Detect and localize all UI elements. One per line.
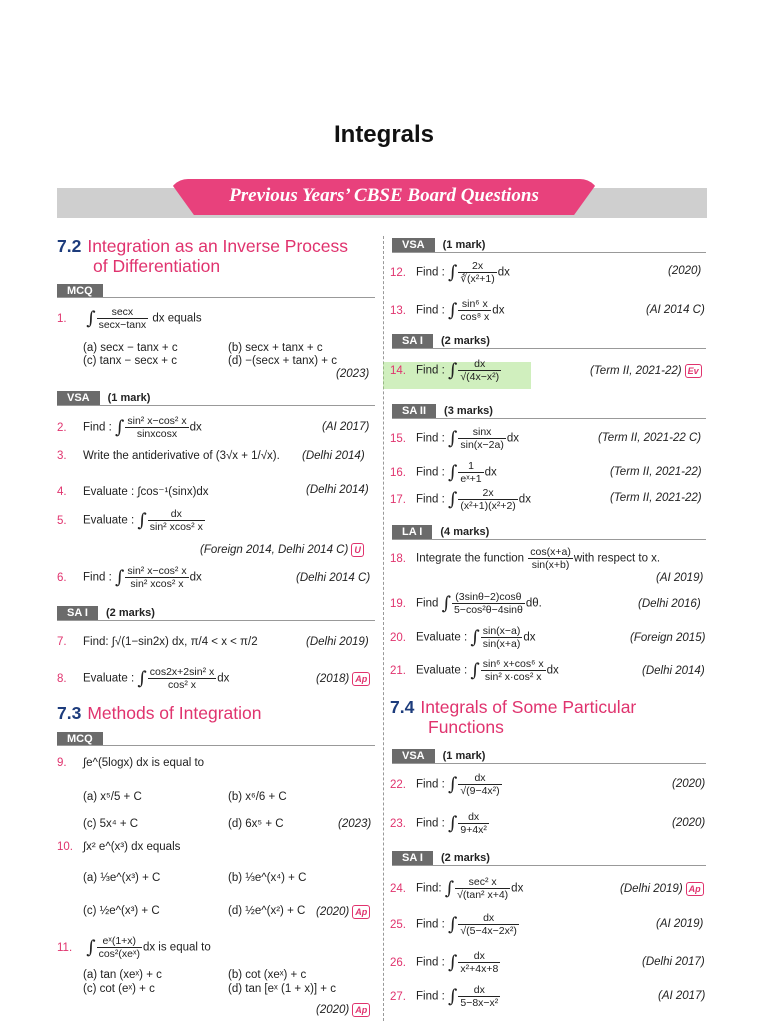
la1-label: LA I (4 marks) bbox=[392, 525, 489, 539]
banner-title: Previous Years’ CBSE Board Questions bbox=[229, 185, 539, 206]
q18-source: (AI 2019) bbox=[656, 572, 704, 584]
question-15: 15. Find : ∫ $\frac{\sin x}{\sin(x-2a)}$ dx bbox=[390, 426, 519, 451]
q8-source: (2018) Ap bbox=[316, 672, 370, 686]
question-23: 23. Find : ∫ $\frac{dx}{\text{9+4x²}}$ bbox=[390, 811, 487, 836]
q5-source: (Foreign 2014, Delhi 2014 C) U bbox=[200, 543, 364, 557]
q11-source: (2020) Ap bbox=[316, 1003, 370, 1017]
question-22: 22. Find : ∫ $\frac{dx}{\text{√(9−4x²)}}$ bbox=[390, 772, 500, 797]
q24-source: (Delhi 2019) Ap bbox=[620, 882, 704, 896]
sa1-label-right: SA I (2 marks) bbox=[392, 334, 490, 348]
question-17: 17. Find : ∫ $\frac{2x}{\text{(x²+1)(x²+2)}}$ dx bbox=[390, 487, 531, 512]
q1-option-a: (a) secx − tanx + c bbox=[83, 342, 178, 354]
question-7: 7. Find: ∫√(1−sin2x) dx, π/4 < x < π/2 bbox=[57, 636, 258, 648]
q2-source: (AI 2017) bbox=[322, 421, 370, 433]
vsa-label-right: VSA (1 mark) bbox=[392, 238, 485, 252]
section-7-4-heading: 7.4 Integrals of Some Particular Functions bbox=[390, 697, 637, 737]
q19-source: (Delhi 2016) bbox=[638, 598, 701, 610]
q1-option-d: (d) −(secx + tanx) + c bbox=[228, 355, 337, 367]
question-10: 10. ∫x² e^(x³) dx equals bbox=[57, 841, 181, 853]
q10-option-d: (d) ½e^(x²) + C bbox=[228, 905, 306, 917]
question-20: 20. Evaluate : ∫ $\frac{\sin(x-a)}{\sin(x+a)}$ dx bbox=[390, 625, 536, 650]
q9-source: (2023) bbox=[338, 818, 372, 830]
question-12: 12. Find : ∫ $\frac{2x}{\text{∛(x²+1)}}$ dx bbox=[390, 260, 510, 285]
q9-option-d: (d) 6x⁵ + C bbox=[228, 818, 284, 830]
question-27: 27. Find : ∫ $\frac{dx}{\text{5−8x−x²}}$ bbox=[390, 984, 499, 1009]
q9-option-c: (c) 5x⁴ + C bbox=[83, 818, 139, 830]
question-9: 9. ∫e^(5logx) dx is equal to bbox=[57, 757, 205, 769]
q4-source: (Delhi 2014) bbox=[306, 484, 369, 496]
question-13: 13. Find : ∫ $\frac{\text{sin⁶ x}}{\text{cos⁸ x}}$ dx bbox=[390, 298, 505, 323]
question-11: 11. ∫ $\frac{\text{eˣ(1+x)}}{\text{cos²(xeˣ)}}$ dx is equal to bbox=[57, 935, 211, 960]
q17-source: (Term II, 2021-22) bbox=[610, 492, 702, 504]
question-26: 26. Find : ∫ $\frac{dx}{\text{x²+4x+8}}$ bbox=[390, 950, 499, 975]
q10-option-c: (c) ½e^(x³) + C bbox=[83, 905, 160, 917]
sa1-label-right-2: SA I (2 marks) bbox=[392, 851, 490, 865]
q10-source: (2020) Ap bbox=[316, 905, 370, 919]
q21-source: (Delhi 2014) bbox=[642, 665, 705, 677]
q26-source: (Delhi 2017) bbox=[642, 956, 705, 968]
q25-source: (AI 2019) bbox=[656, 918, 704, 930]
question-18: 18. Integrate the function $\frac{\cos(x+a)}{\sin(x+b)}$ with respect to x. bbox=[390, 546, 661, 571]
question-8: 8. Evaluate : ∫ $\frac{\text{cos2x+2sin² x}}{\text{cos² x}}$ dx bbox=[57, 666, 230, 691]
q14-source: (Term II, 2021-22) Ev bbox=[590, 364, 702, 378]
question-16: 16. Find : ∫ $\frac{1}{\text{eˣ+1}}$ dx bbox=[390, 460, 497, 485]
question-2: 2. Find : ∫ $\frac{\text{sin² x−cos² x}}{\text{sinxcosx}}$ dx bbox=[57, 415, 202, 440]
vsa-label-right-2: VSA (1 mark) bbox=[392, 749, 485, 763]
q9-option-b: (b) x⁶/6 + C bbox=[228, 791, 287, 803]
sa1-label: SA I (2 marks) bbox=[57, 606, 155, 620]
q22-source: (2020) bbox=[672, 778, 706, 790]
q1-source: (2023) bbox=[336, 368, 370, 380]
question-24: 24. Find: ∫ $\frac{\text{sec² x}}{\text{√(tan² x+4)}}$ dx bbox=[390, 876, 524, 901]
question-19: 19. Find ∫ $\frac{(3\sin\theta-2)\cos\theta}{\text{5−cos²θ−4sinθ}}$ dθ. bbox=[390, 591, 542, 616]
q13-source: (AI 2014 C) bbox=[646, 304, 705, 316]
q11-option-b: (b) cot (xeˣ) + c bbox=[228, 969, 307, 981]
sa2-label: SA II (3 marks) bbox=[392, 404, 493, 418]
question-25: 25. Find : ∫ $\frac{dx}{\text{√(5−4x−2x²)}}$ bbox=[390, 912, 517, 937]
page-title: Integrals bbox=[333, 121, 435, 148]
question-3: 3. Write the antiderivative of (3√x + 1/√x). bbox=[57, 450, 280, 462]
q11-option-c: (c) cot (eˣ) + c bbox=[83, 983, 155, 995]
section-7-3-heading: 7.3 Methods of Integration bbox=[57, 703, 262, 723]
q20-source: (Foreign 2015) bbox=[630, 632, 706, 644]
q9-option-a: (a) x⁵/5 + C bbox=[83, 791, 142, 803]
question-6: 6. Find : ∫ $\frac{\text{sin² x−cos² x}}{\text{sin² xcos² x}}$ dx bbox=[57, 565, 202, 590]
q1-option-b: (b) secx + tanx + c bbox=[228, 342, 323, 354]
q11-option-a: (a) tan (xeˣ) + c bbox=[83, 969, 162, 981]
question-4: 4. Evaluate : ∫cos⁻¹(sinx)dx bbox=[57, 486, 209, 498]
q11-option-d: (d) tan [eˣ (1 + x)] + c bbox=[228, 983, 336, 995]
mcq-label: MCQ bbox=[57, 284, 103, 298]
q6-source: (Delhi 2014 C) bbox=[296, 572, 371, 584]
q16-source: (Term II, 2021-22) bbox=[610, 466, 702, 478]
q10-option-a: (a) ⅓e^(x³) + C bbox=[83, 872, 161, 884]
q10-option-b: (b) ⅓e^(x⁴) + C bbox=[228, 872, 307, 884]
q23-source: (2020) bbox=[672, 817, 706, 829]
vsa-label: VSA (1 mark) bbox=[57, 391, 150, 405]
q15-source: (Term II, 2021-22 C) bbox=[598, 432, 702, 444]
column-divider bbox=[383, 236, 384, 1021]
question-21: 21. Evaluate : ∫ $\frac{\text{sin⁶ x+cos⁶ x}}{\text{sin² x·cos² x}}$ dx bbox=[390, 658, 559, 683]
q3-source: (Delhi 2014) bbox=[302, 450, 365, 462]
question-1: 1. ∫ $\frac{\sec x}{\sec x-\tan x}$ dx equals bbox=[57, 306, 202, 331]
question-14: 14. Find : ∫ $\frac{dx}{\text{√(4x−x²)}}$ bbox=[390, 358, 500, 383]
q1-option-c: (c) tanx − secx + c bbox=[83, 355, 177, 367]
question-5: 5. Evaluate : ∫ $\frac{dx}{\text{sin² xcos² x}}$ bbox=[57, 508, 203, 533]
q12-source: (2020) bbox=[668, 265, 702, 277]
mcq-label-2: MCQ bbox=[57, 732, 103, 746]
section-7-2-heading: 7.2 Integration as an Inverse Process of Differentiation bbox=[57, 236, 349, 276]
q27-source: (AI 2017) bbox=[658, 990, 706, 1002]
q7-source: (Delhi 2019) bbox=[306, 636, 369, 648]
